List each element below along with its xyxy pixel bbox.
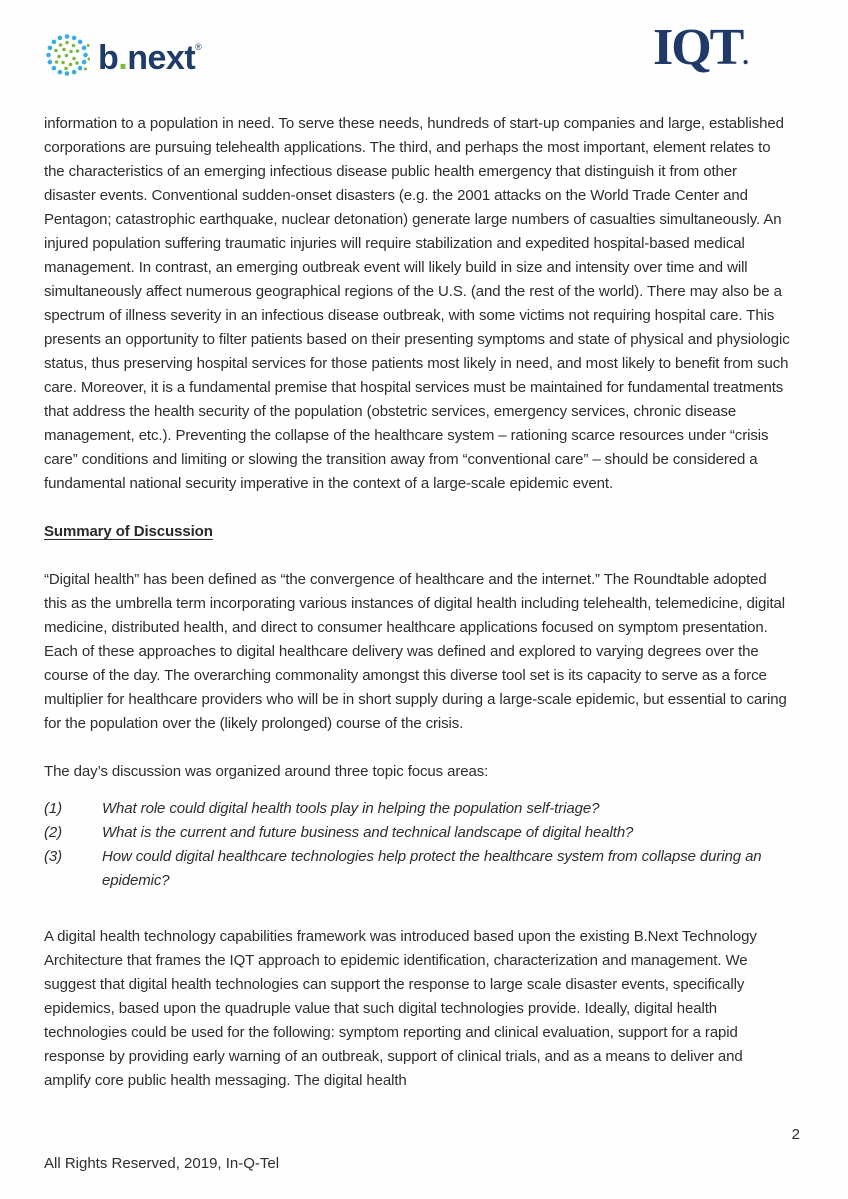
page-number: 2 xyxy=(791,1126,800,1143)
list-item xyxy=(44,797,792,821)
list-item xyxy=(44,821,792,845)
iqt-logo-dot: . xyxy=(742,41,749,70)
body-paragraph-3: The day’s discussion was organized around three topic focus areas: xyxy=(44,763,489,780)
list-item-number: (3) xyxy=(44,848,63,865)
list-item-number: (2) xyxy=(44,824,63,841)
bnext-green-dot: . xyxy=(118,38,128,77)
bnext-wordmark: b.next® xyxy=(98,38,202,77)
body-paragraph-2: “Digital health” has been defined as “the convergence of healthcare and the internet.” The Roundtable adopted this as the umbrella term incorporating various instances of digital health including telehealth, telemedicine, digital medicine, distributed health, and direct to consumer healthcare applications focused on symptom presentation. Each of these approaches to digital healthcare delivery was defined and explored to varying degrees over the course of the day. The overarching commonality amongst this diverse tool set is its capacity to serve as a force multiplier for healthcare providers who will be in short supply during a large-scale epidemic, but essential to caring for the population over the (likely prolonged) course of the crisis. xyxy=(44,571,787,732)
virus-dotted-sphere-icon xyxy=(44,32,90,83)
footer-copyright: All Rights Reserved, 2019, In-Q-Tel xyxy=(44,1155,280,1172)
topic-focus-list xyxy=(44,797,792,893)
section-heading-summary-of-discussion: Summary of Discussion xyxy=(44,523,213,540)
list-item-text: What role could digital health tools play in helping the population self-triage? xyxy=(102,800,600,817)
bnext-logo xyxy=(44,32,201,83)
list-item-text: What is the current and future business and technical landscape of digital health? xyxy=(102,824,634,841)
document-body xyxy=(44,112,792,1117)
registered-trademark-icon: ® xyxy=(195,41,202,52)
iqt-logo: IQT. xyxy=(653,19,749,76)
list-item xyxy=(44,845,792,893)
list-item-number: (1) xyxy=(44,800,63,817)
body-paragraph-4: A digital health technology capabilities framework was introduced based upon the existing B.Next Technology Architecture that frames the IQT approach to epidemic identification, characterization and management. We suggest that digital health technologies can support the response to large scale disaster events, specifically epidemics, based upon the quadruple value that such digital technologies provide. Ideally, digital health technologies could be used for the following: symptom reporting and clinical evaluation, support for a rapid response by providing early warning of an outbreak, support of clinical trials, and as a means to deliver and amplify core public health messaging. The digital health xyxy=(44,928,757,1089)
list-item-text: How could digital healthcare technologies help protect the healthcare system from collapse during an epidemic? xyxy=(102,848,762,889)
body-paragraph-1: information to a population in need. To serve these needs, hundreds of start-up companies and large, established corporations are pursuing telehealth applications. The third, and perhaps the most important, element relates to the characteristics of an emerging infectious disease public health emergency that distinguish it from other disaster events. Conventional sudden-onset disasters (e.g. the 2001 attacks on the World Trade Center and Pentagon; catastrophic earthquake, nuclear detonation) generate large numbers of casualties simultaneously. An injured population suffering traumatic injuries will require stabilization and expedited hospital-based medical management. In contrast, an emerging outbreak event will likely build in size and intensity over time and will simultaneously affect numerous geographical regions of the U.S. (and the rest of the world). There may also be a spectrum of illness severity in an infectious disease outbreak, with some victims not requiring hospital care. This presents an opportunity to filter patients based on their presenting symptoms and state of physical and physiologic status, thus preserving hospital services for those patients most likely in need, and most likely to benefit from such care. Moreover, it is a fundamental premise that hospital services must be maintained for fundamental treatments that address the health security of the population (obstetric services, emergency services, chronic disease management, etc.). Preventing the collapse of the healthcare system – rationing scarce resources under “crisis care” conditions and limiting or slowing the transition away from “conventional care” – should be considered a fundamental national security imperative in the context of a large-scale epidemic event. xyxy=(44,115,790,492)
